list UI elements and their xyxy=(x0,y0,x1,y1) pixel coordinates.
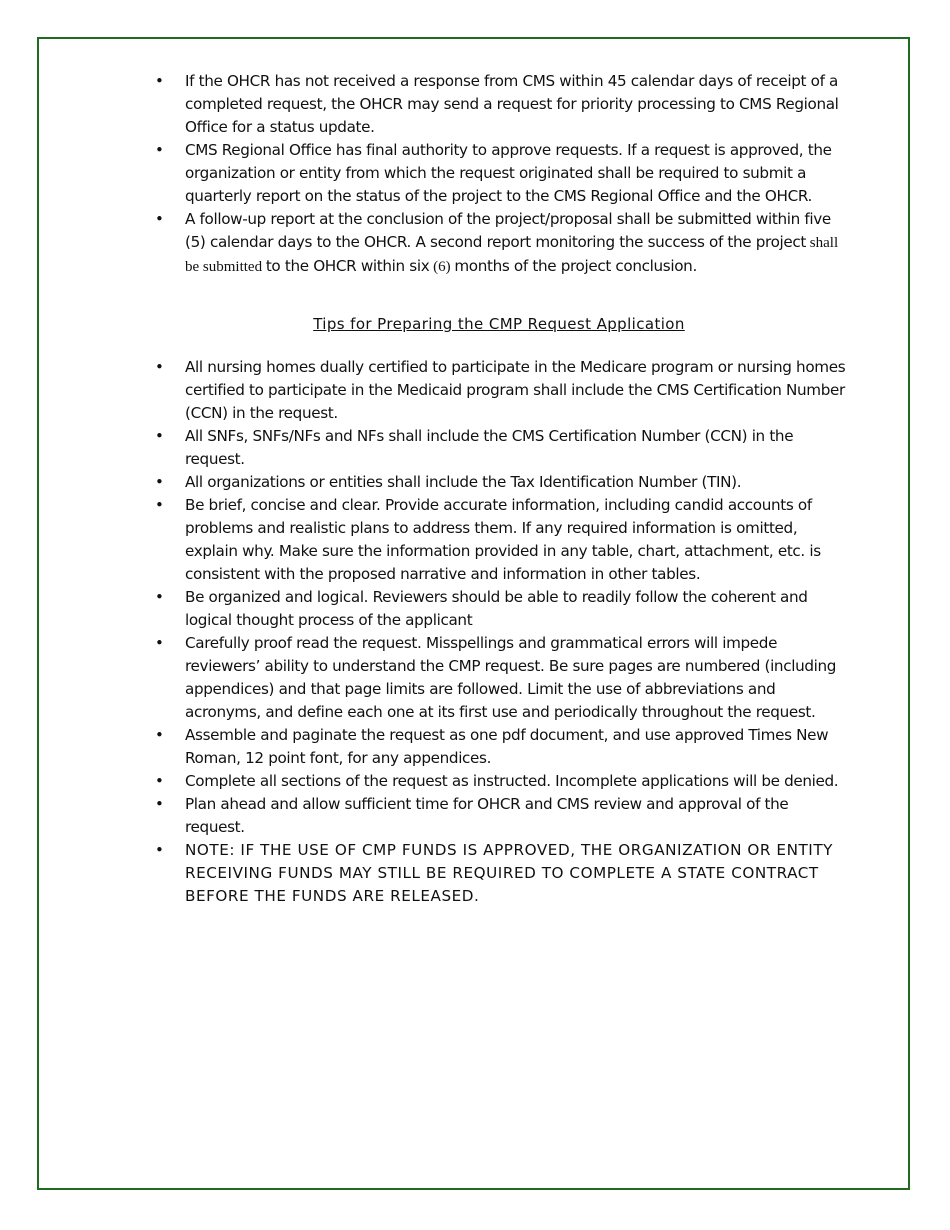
tip-item xyxy=(146,793,852,839)
tip-text: Plan ahead and allow sufficient time for OHCR and CMS review and approval of the request. xyxy=(185,795,789,836)
list-item-text-serif: (6) xyxy=(429,259,455,275)
list-item-text: A follow-up report at the conclusion of the project/proposal shall be submitted within five (5) calendar days to the OHCR. A second report monitoring the success of the project xyxy=(185,210,831,251)
tip-text: All SNFs, SNFs/NFs and NFs shall include the CMS Certification Number (CCN) in the request. xyxy=(185,427,794,468)
tip-item xyxy=(146,586,852,632)
bullet-icon: • xyxy=(155,473,164,491)
bullet-icon: • xyxy=(155,358,164,376)
document-body xyxy=(146,70,852,908)
bullet-icon: • xyxy=(155,141,164,159)
section-heading: Tips for Preparing the CMP Request Application xyxy=(313,315,685,333)
tip-item xyxy=(146,471,852,494)
list-item-text-serif: shall be submitted xyxy=(185,235,839,275)
bullet-icon: • xyxy=(155,772,164,790)
bullet-icon: • xyxy=(155,841,165,859)
list-item xyxy=(146,208,852,279)
bullet-icon: • xyxy=(155,72,164,90)
tip-item xyxy=(146,770,852,793)
bullet-icon: • xyxy=(155,726,164,744)
tip-item xyxy=(146,425,852,471)
bullet-icon: • xyxy=(155,588,164,606)
tip-item xyxy=(146,632,852,724)
tip-text: Be organized and logical. Reviewers should be able to readily follow the coherent and logical thought process of the applicant xyxy=(185,588,808,629)
list-item xyxy=(146,70,852,139)
tip-text: Assemble and paginate the request as one pdf document, and use approved Times New Roman, 12 point font, for any appendices. xyxy=(185,726,829,767)
tip-text: Carefully proof read the request. Misspellings and grammatical errors will impede reviewers’ ability to understand the CMP request. Be sure pages are numbered (including appendices) and that page limits are followed. Limit the use of abbreviations and acronyms, and define each one at its first use and periodically throughout the request. xyxy=(185,634,837,721)
bullet-icon: • xyxy=(155,795,164,813)
list-item-text: months of the project conclusion. xyxy=(454,257,697,275)
list-item-text: CMS Regional Office has final authority to approve requests. If a request is approved, the organization or entity from which the request originated shall be required to submit a quarterly report on the status of the project to the CMS Regional Office and the OHCR. xyxy=(185,141,832,205)
note-text: NOTE: IF THE USE OF CMP FUNDS IS APPROVED, THE ORGANIZATION OR ENTITY RECEIVING FUNDS MAY STILL BE REQUIRED TO COMPLETE A STATE CONTRACT BEFORE THE FUNDS ARE RELEASED. xyxy=(185,841,833,905)
status-process-list xyxy=(146,70,852,279)
bullet-icon: • xyxy=(155,427,164,445)
tip-text: Be brief, concise and clear. Provide accurate information, including candid accounts of problems and realistic plans to address them. If any required information is omitted, explain why. Make sure the information provided in any table, chart, attachment, etc. is consistent with the proposed narrative and information in other tables. xyxy=(185,496,821,583)
bullet-icon: • xyxy=(155,210,164,228)
tip-text: All organizations or entities shall include the Tax Identification Number (TIN). xyxy=(185,473,742,491)
list-item-text: to the OHCR within six xyxy=(265,257,430,275)
note-item xyxy=(146,839,852,908)
tip-item xyxy=(146,494,852,586)
tip-item xyxy=(146,724,852,770)
bullet-icon: • xyxy=(155,634,164,652)
tip-text: Complete all sections of the request as instructed. Incomplete applications will be denied. xyxy=(185,772,839,790)
tips-list xyxy=(146,356,852,908)
list-item-text: If the OHCR has not received a response from CMS within 45 calendar days of receipt of a completed request, the OHCR may send a request for priority processing to CMS Regional Office for a status update. xyxy=(185,72,839,136)
list-item xyxy=(146,139,852,208)
bullet-icon: • xyxy=(155,496,164,514)
tip-item xyxy=(146,356,852,425)
tip-text: All nursing homes dually certified to participate in the Medicare program or nursing homes certified to participate in the Medicaid program shall include the CMS Certification Number (CCN) in the request. xyxy=(185,358,846,422)
